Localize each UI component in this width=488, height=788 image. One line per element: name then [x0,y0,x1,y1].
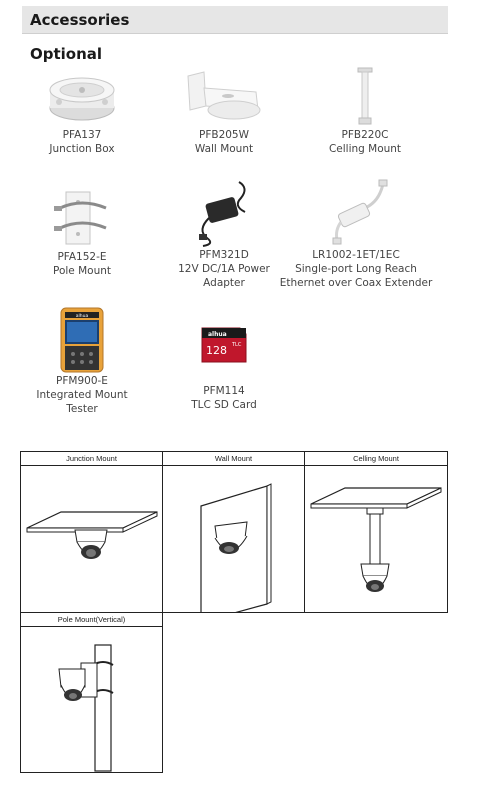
accessory-desc: 12V DC/1A Power Adapter [178,263,270,289]
accessory-desc: Wall Mount [194,143,254,155]
accessory-code: PFM321D [199,249,249,261]
junction-mount-cell [20,451,163,613]
ceiling-mount-label: Celling Mount [305,452,447,466]
tester-brand: alhua [75,314,89,319]
mount-tester-icon [57,306,107,374]
section-title: Accessories [30,11,130,29]
accessory-pole-mount [2,188,162,278]
accessory-wall-mount [144,66,304,156]
ceiling-mount-icon [350,66,380,128]
accessory-mount-tester [2,306,162,416]
accessory-code: PFM900-E [56,375,108,387]
accessory-code: PFA137 [62,129,102,141]
accessory-desc: Single-port Long Reach Ethernet over Coax Extender [279,263,433,289]
power-adapter-icon [189,178,259,248]
accessory-junction-box [2,66,162,156]
accessory-code: LR1002-1ET/1EC [312,249,400,261]
pole-mount-diagram [21,627,162,772]
accessory-code: PFB205W [199,129,249,141]
accessory-desc: Junction Box [49,143,115,155]
extender-icon [321,178,391,248]
accessory-desc: TLC SD Card [191,399,257,411]
ceiling-mount-cell [304,451,448,613]
pole-mount-cell [20,612,163,773]
junction-box-icon [47,66,117,128]
wall-mount-label: Wall Mount [163,452,304,466]
pole-mount-label: Pole Mount(Vertical) [21,613,162,627]
accessory-code: PFB220C [341,129,389,141]
optional-heading: Optional [30,45,103,63]
pole-mount-icon [50,188,114,250]
wall-mount-icon [182,66,266,128]
accessory-desc: Pole Mount [52,265,111,277]
ceiling-mount-diagram [305,466,447,612]
section-header [22,6,448,34]
wall-mount-cell [162,451,305,613]
accessory-code: PFM114 [203,385,245,397]
accessory-code: PFA152-E [57,251,107,263]
accessory-ceiling-mount [285,66,445,156]
mounting-diagram-table [20,451,448,773]
accessory-extender [276,178,436,290]
junction-mount-label: Junction Mount [21,452,162,466]
accessory-sd-card [144,326,304,412]
sd-card-icon [200,326,248,364]
accessory-desc: Integrated Mount Tester [36,389,128,415]
sd-capacity: 128 [206,344,227,357]
wall-mount-diagram [163,466,304,612]
junction-mount-diagram [21,466,162,612]
sd-brand: alhua [208,331,227,338]
sd-type: TLC [232,342,242,348]
accessory-desc: Celling Mount [328,143,402,155]
